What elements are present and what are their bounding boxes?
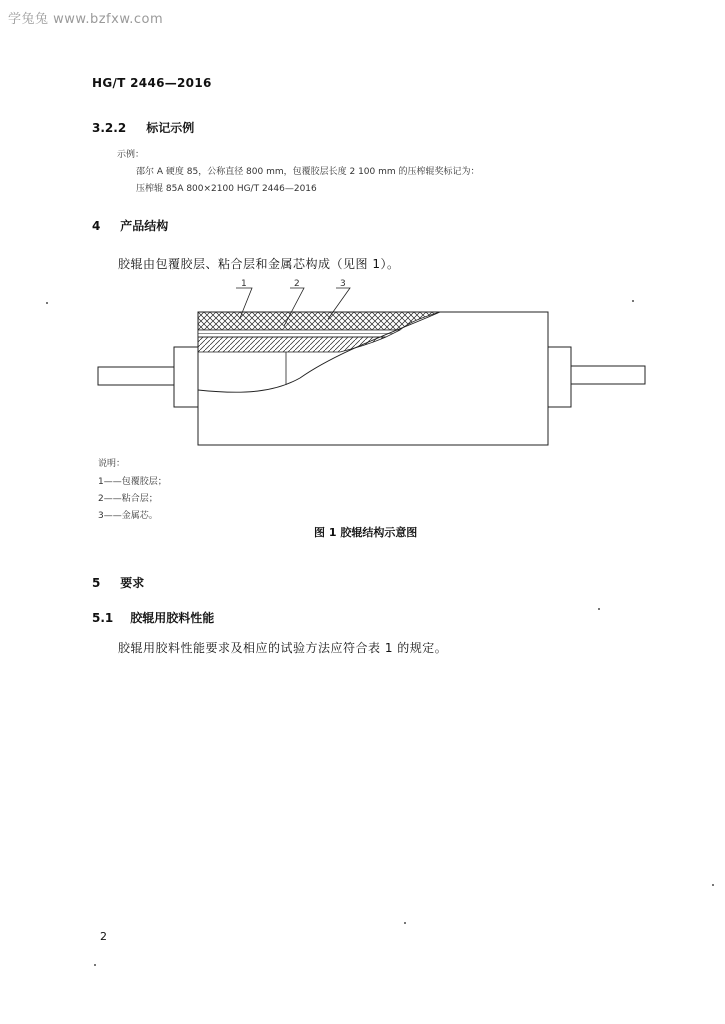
structure-paragraph: 胶辊由包覆胶层、粘合层和金属芯构成（见图 1）。 [118, 257, 400, 271]
section-number: 4 [92, 219, 101, 233]
section-5-heading [92, 574, 144, 591]
section-title: 胶辊用胶料性能 [130, 611, 215, 625]
right-journal [548, 347, 571, 407]
watermark: 学兔兔 www.bzfxw.com [8, 12, 164, 27]
requirement-paragraph: 胶辊用胶料性能要求及相应的试验方法应符合表 1 的规定。 [118, 641, 448, 655]
left-shaft [98, 367, 174, 385]
figure-caption: 图 1 胶辊结构示意图 [314, 526, 418, 539]
scan-speck [598, 608, 600, 610]
callout-number: 1 [241, 279, 247, 289]
callout-number: 2 [294, 279, 300, 289]
scan-speck [46, 302, 48, 304]
page-number: 2 [100, 930, 107, 943]
example-label: 示例： [117, 150, 145, 160]
section-number: 3.2.2 [92, 121, 127, 135]
scan-speck [94, 964, 96, 966]
document-code: HG/T 2446—2016 [92, 76, 212, 90]
legend-item: 2——粘合层； [98, 494, 158, 504]
scan-speck [632, 300, 634, 302]
legend-item: 3——金属芯。 [98, 511, 158, 521]
legend-item: 1——包覆胶层； [98, 477, 167, 487]
section-title: 产品结构 [120, 219, 169, 233]
left-journal [174, 347, 198, 407]
section-number: 5 [92, 576, 101, 590]
example-line-2: 压榨辊 85A 800×2100 HG/T 2446—2016 [136, 184, 317, 194]
callout-number: 3 [340, 279, 346, 289]
right-shaft [571, 366, 645, 384]
section-5-1-heading [92, 609, 214, 626]
legend-title: 说明： [98, 459, 126, 469]
example-line-1: 邵尔 A 硬度 85，公称直径 800 mm，包覆胶层长度 2 100 mm 的压榨辊奖标记为： [136, 167, 480, 177]
section-number: 5.1 [92, 611, 114, 625]
section-title: 要求 [120, 576, 145, 590]
section-title: 标记示例 [146, 121, 195, 135]
scan-speck [404, 922, 406, 924]
scan-speck [712, 884, 714, 886]
